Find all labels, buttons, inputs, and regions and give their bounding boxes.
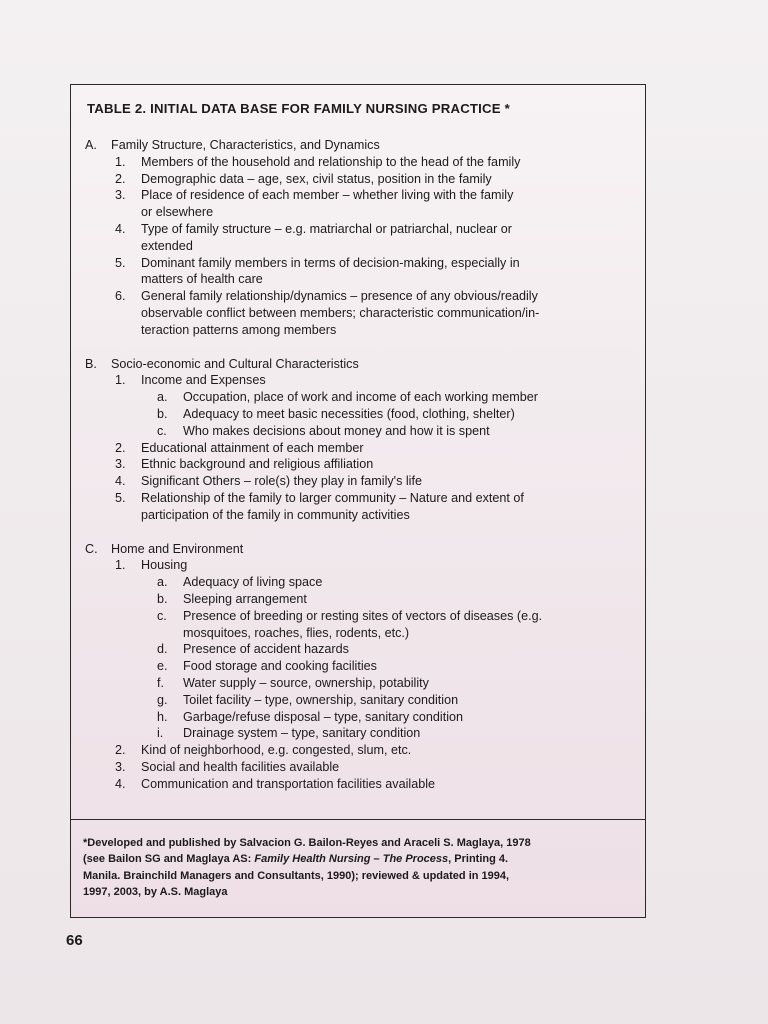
footnote-text: (see Bailon SG and Maglaya AS: [83,853,255,866]
item-text: Relationship of the family to larger community – Nature and extent of [141,491,524,505]
item-text: General family relationship/dynamics – presence of any obvious/readily [141,289,538,304]
item-marker: 2. [115,171,126,186]
item-marker: 2. [115,743,126,758]
section-marker: C. [85,541,98,556]
section-heading: Socio-economic and Cultural Characteristics [111,356,359,371]
item-marker: 3. [115,188,126,203]
item-marker: 1. [115,558,126,573]
subitem-marker: h. [157,709,168,724]
item-text: Housing [141,558,188,573]
subitem-marker: a. [157,575,168,590]
subitem-marker: c. [157,423,167,438]
item-marker: 5. [115,255,126,270]
subitem-text: Toilet facility – type, ownership, sanitary condition [183,692,459,707]
section-heading: Home and Environment [111,541,244,556]
item-text: teraction patterns among members [141,322,337,337]
footnote-line: *Developed and published by Salvacion G. Bailon-Reyes and Araceli S. Maglaya, 1978 [83,837,531,849]
item-text: extended [141,238,193,253]
item-text: Kind of neighborhood, e.g. congested, slum, etc. [141,743,412,758]
subitem-text: Adequacy to meet basic necessities (food, clothing, shelter) [183,407,515,421]
item-marker: 4. [115,222,126,236]
section-marker: B. [85,356,97,371]
item-text: Income and Expenses [141,373,266,388]
item-text: Ethnic background and religious affiliation [141,457,374,472]
subitem-marker: f. [157,676,164,690]
item-text: participation of the family in community activities [141,507,410,522]
subitem-marker: d. [157,642,168,657]
item-text: Demographic data – age, sex, civil status, position in the family [141,171,492,186]
item-text: Communication and transportation facilities available [141,776,436,791]
subitem-text: Presence of accident hazards [183,642,349,657]
subitem-marker: b. [157,407,168,421]
item-text: Dominant family members in terms of decision-making, especially in [141,255,520,270]
section-heading: Family Structure, Characteristics, and Dynamics [111,138,380,152]
subitem-text: Sleeping arrangement [183,592,307,606]
subitem-text: Food storage and cooking facilities [183,659,377,674]
subitem-text: Garbage/refuse disposal – type, sanitary condition [183,709,464,724]
item-text: matters of health care [141,272,263,287]
footnote-line: 1997, 2003, by A.S. Maglaya [83,886,228,899]
item-marker: 6. [115,289,126,304]
section-marker: A. [85,138,97,152]
subitem-marker: c. [157,608,167,623]
subitem-marker: e. [157,659,168,674]
item-marker: 5. [115,491,126,505]
item-marker: 2. [115,440,126,455]
subitem-text: Occupation, place of work and income of each working member [183,390,538,405]
item-marker: 4. [115,474,126,489]
subitem-marker: b. [157,592,168,606]
item-text: Type of family structure – e.g. matriarchal or patriarchal, nuclear or [141,222,512,236]
item-marker: 4. [115,776,126,791]
item-marker: 3. [115,760,126,774]
item-text: or elsewhere [141,205,214,220]
item-text: Educational attainment of each member [141,440,364,455]
item-marker: 1. [115,154,126,169]
subitem-text: Water supply – source, ownership, potability [183,676,429,690]
footnote-text: , Printing 4. [448,853,509,866]
footnote [83,835,643,901]
subitem-text: mosquitoes, roaches, flies, rodents, etc.) [183,625,410,640]
item-text: Members of the household and relationship to the head of the family [141,154,521,169]
subitem-marker: g. [157,692,168,707]
subitem-text: Drainage system – type, sanitary condition [183,726,421,741]
footnote-book-title: Family Health Nursing – The Process [254,853,449,866]
item-text: Significant Others – role(s) they play in family's life [141,474,422,489]
item-text: Place of residence of each member – whether living with the family [141,188,514,203]
table-title: TABLE 2. INITIAL DATA BASE FOR FAMILY NURSING PRACTICE * [87,101,510,116]
item-marker: 1. [115,373,126,388]
subitem-text: Presence of breeding or resting sites of vectors of diseases (e.g. [183,608,543,623]
item-marker: 3. [115,457,126,472]
subitem-text: Who makes decisions about money and how it is spent [183,423,490,438]
subitem-marker: a. [157,390,168,405]
table-2-box [70,84,646,918]
item-text: observable conflict between members; characteristic communication/in- [141,306,540,320]
item-text: Social and health facilities available [141,760,340,774]
footnote-divider [71,819,645,820]
page-number: 66 [66,932,83,949]
subitem-marker: i. [157,726,164,741]
footnote-line [83,851,643,867]
footnote-line: Manila. Brainchild Managers and Consultants, 1990); reviewed & updated in 1994, [83,869,510,882]
subitem-text: Adequacy of living space [183,575,323,590]
